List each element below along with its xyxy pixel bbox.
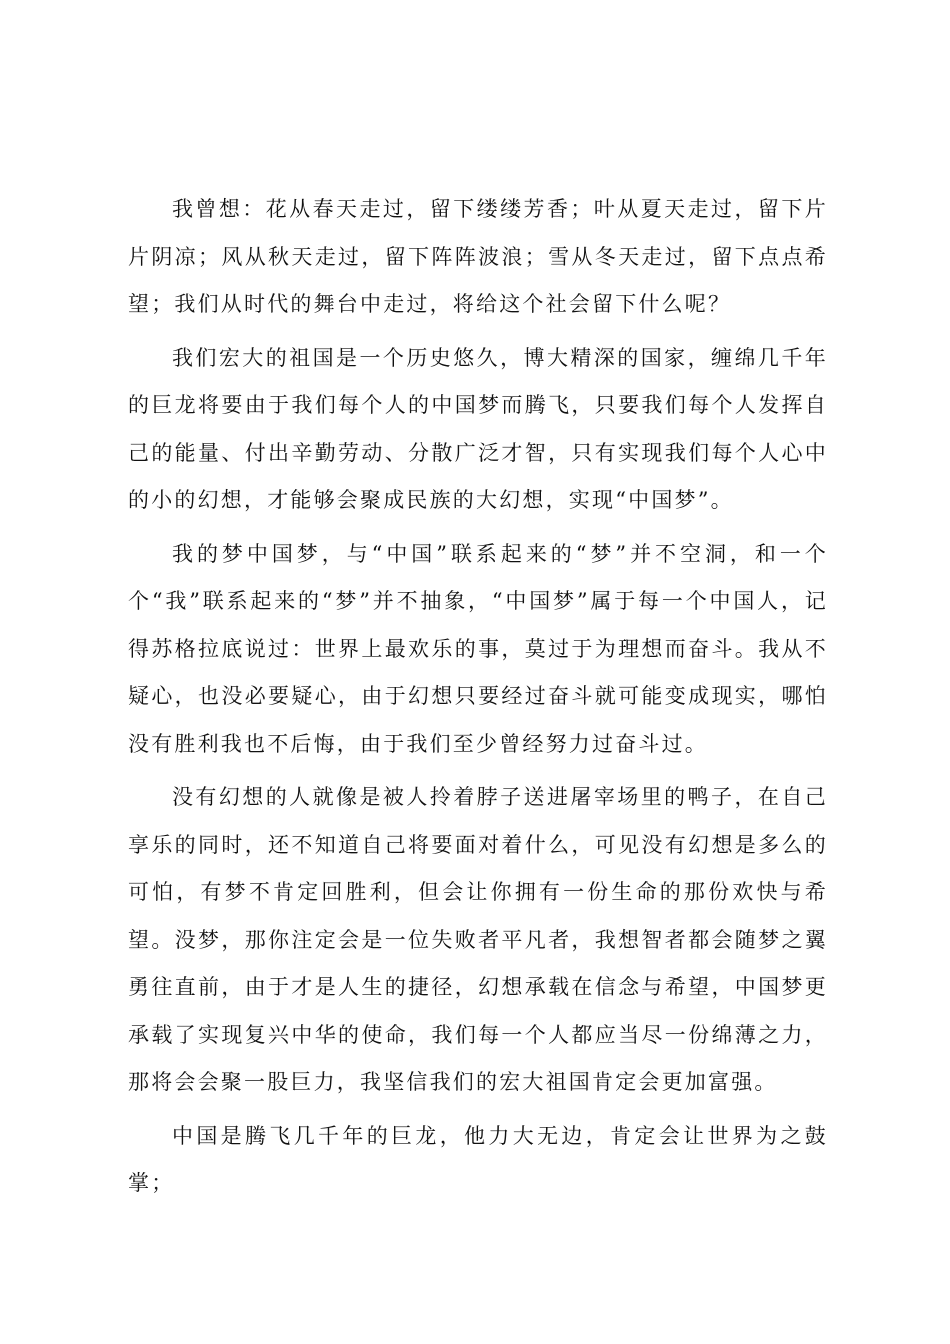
paragraph-4: 没有幻想的人就像是被人拎着脖子送进屠宰场里的鸭子，在自己享乐的同时，还不知道自己将要面对着什么，可见没有幻想是多么的可怕，有梦不肯定回胜利，但会让你拥有一份生命的那份欢快与希望。没梦，那你注定会是一位失败者平凡者，我想智者都会随梦之翼勇往直前，由于才是人生的捷径，幻想承载在信念与希望，中国梦更承载了实现复兴中华的使命，我们每一个人都应当尽一份绵薄之力，那将会会聚一股巨力，我坚信我们的宏大祖国肯定会更加富强。 xyxy=(128,785,828,1094)
paragraph-5: 中国是腾飞几千年的巨龙，他力大无边，肯定会让世界为之鼓掌； xyxy=(128,1123,828,1195)
paragraph-2: 我们宏大的祖国是一个历史悠久，博大精深的国家，缠绵几千年的巨龙将要由于我们每个人的中国梦而腾飞，只要我们每个人发挥自己的能量、付出辛勤劳动、分散广泛才智，只有实现我们每个人心中的小的幻想，才能够会聚成民族的大幻想，实现“中国梦”。 xyxy=(128,345,828,512)
paragraph-1: 我曾想：花从春天走过，留下缕缕芳香；叶从夏天走过，留下片片阴凉；风从秋天走过，留下阵阵波浪；雪从冬天走过，留下点点希望；我们从时代的舞台中走过，将给这个社会留下什么呢？ xyxy=(128,197,828,316)
document-body xyxy=(128,186,828,1214)
paragraph-3: 我的梦中国梦，与“中国”联系起来的“梦”并不空洞，和一个个“我”联系起来的“梦”并不抽象，“中国梦”属于每一个中国人，记得苏格拉底说过：世界上最欢乐的事，莫过于为理想而奋斗。我从不疑心，也没必要疑心，由于幻想只要经过奋斗就可能变成现实，哪怕没有胜利我也不后悔，由于我们至少曾经努力过奋斗过。 xyxy=(128,541,828,756)
